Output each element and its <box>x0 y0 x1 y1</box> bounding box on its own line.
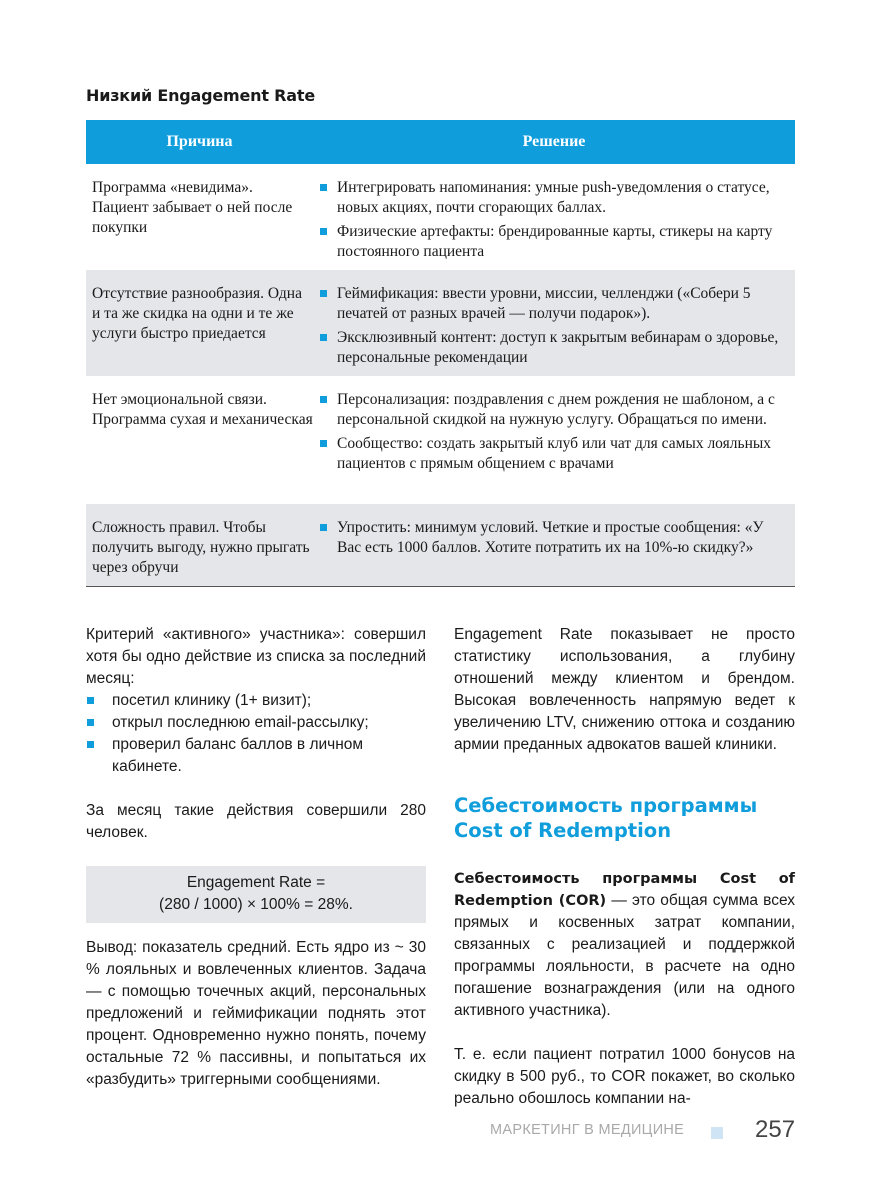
cause-cell: Отсутствие разнообразия. Одна и та же скидка на одни и те же услуги быстро приедается <box>86 270 313 376</box>
square-bullet-icon <box>320 290 327 297</box>
list-item: проверил баланс баллов в личном кабинете. <box>86 734 426 778</box>
left-column <box>86 624 426 1091</box>
header-cause: Причина <box>86 120 313 164</box>
cor-term: Себестоимость программы Cost of Redemption (COR) <box>454 871 795 909</box>
square-bullet-icon <box>320 440 327 447</box>
cause-cell: Сложность правил. Чтобы получить выгоду, нужно прыгать через обручи <box>86 504 313 587</box>
solution-cell <box>313 270 795 376</box>
solution-item: Физические артефакты: брендированные карты, стикеры на карту постоянного пациента <box>319 222 791 262</box>
formula-line: Engagement Rate = <box>186 874 326 891</box>
solution-item: Эксклюзивный контент: доступ к закрытым вебинарам о здоровье, персональные рекомендации <box>319 328 791 368</box>
footer-title: МАРКЕТИНГ В МЕДИЦИНЕ <box>490 1122 685 1138</box>
solution-item: Интегрировать напоминания: умные push-уведомления о статусе, новых акциях, почти сгорающих баллах. <box>319 178 791 218</box>
engagement-table <box>86 120 795 587</box>
square-bullet-icon <box>320 228 327 235</box>
square-bullet-icon <box>87 741 94 748</box>
page-number: 257 <box>755 1116 796 1143</box>
square-bullet-icon <box>320 334 327 341</box>
list-item: посетил клинику (1+ визит); <box>86 690 426 712</box>
table-row <box>86 164 795 270</box>
criteria-intro: Критерий «активного» участника»: совершил хотя бы одно действие из списка за последний месяц: <box>86 626 426 687</box>
table-row <box>86 376 795 504</box>
table-row <box>86 504 795 587</box>
solution-item: Персонализация: поздравления с днем рождения не шаблоном, а с персональной скидкой на нужную услугу. Обращаться по имени. <box>319 390 791 430</box>
engagement-paragraph: Engagement Rate показывает не просто статистику использования, а глубину отношений между клиентом и брендом. Высокая вовлеченность напрямую ведет к увеличению LTV, снижению оттока и созданию армии преданных адвокатов вашей клиники. <box>454 626 795 753</box>
right-column <box>454 624 795 1110</box>
cor-example: Т. е. если пациент потратил 1000 бонусов на скидку в 500 руб., то COR покажет, во сколько реально обошлось компании на- <box>454 1046 795 1107</box>
section-heading: Низкий Engagement Rate <box>86 86 315 105</box>
solution-item: Геймификация: ввести уровни, миссии, челленджи («Собери 5 печатей от разных врачей — получи подарок»). <box>319 284 791 324</box>
cor-definition: Себестоимость программы Cost of Redemption (COR) — это общая сумма всех прямых и косвенных затрат компании, связанных с реализацией и поддержкой программы лояльности, в расчете на одно погашение вознаграждения (или на одного активного участника). <box>454 871 795 1019</box>
solution-cell <box>313 164 795 270</box>
formula-box <box>86 866 426 923</box>
square-bullet-icon <box>87 719 94 726</box>
solution-cell <box>313 504 795 587</box>
solution-item: Сообщество: создать закрытый клуб или чат для самых лояльных пациентов с прямым общением с врачами <box>319 434 791 474</box>
cause-cell: Программа «невидима». Пациент забывает о ней после покупки <box>92 179 293 236</box>
square-bullet-icon <box>320 184 327 191</box>
cause-cell: Нет эмоциональной связи. Программа сухая и механическая <box>92 391 313 428</box>
formula-line: (280 / 1000) × 100% = 28%. <box>159 896 353 913</box>
criteria-list <box>86 690 426 778</box>
square-bullet-icon <box>320 524 327 531</box>
table-header <box>86 120 795 164</box>
solution-cell <box>313 376 795 504</box>
list-item: открыл последнюю email-рассылку; <box>86 712 426 734</box>
footer-square-icon <box>711 1127 723 1139</box>
header-solution: Решение <box>313 120 795 164</box>
square-bullet-icon <box>320 396 327 403</box>
subsection-heading: Себестоимость программы Cost of Redemption <box>454 794 758 842</box>
solution-item: Упростить: минимум условий. Четкие и простые сообщения: «У Вас есть 1000 баллов. Хотите потратить их на 10%-ю скидку?» <box>319 518 791 558</box>
table-row <box>86 270 795 376</box>
square-bullet-icon <box>87 697 94 704</box>
conclusion-paragraph: Вывод: показатель средний. Есть ядро из ~ 30 % лояльных и вовлеченных клиентов. Задача — с помощью точечных акций, персональных предложений и геймификации поднять этот процент. Одновременно нужно понять, почему остальные 72 % пассивны, и попытаться их «разбудить» триггерными сообщениями. <box>86 939 426 1088</box>
count-paragraph: За месяц такие действия совершили 280 человек. <box>86 802 426 841</box>
